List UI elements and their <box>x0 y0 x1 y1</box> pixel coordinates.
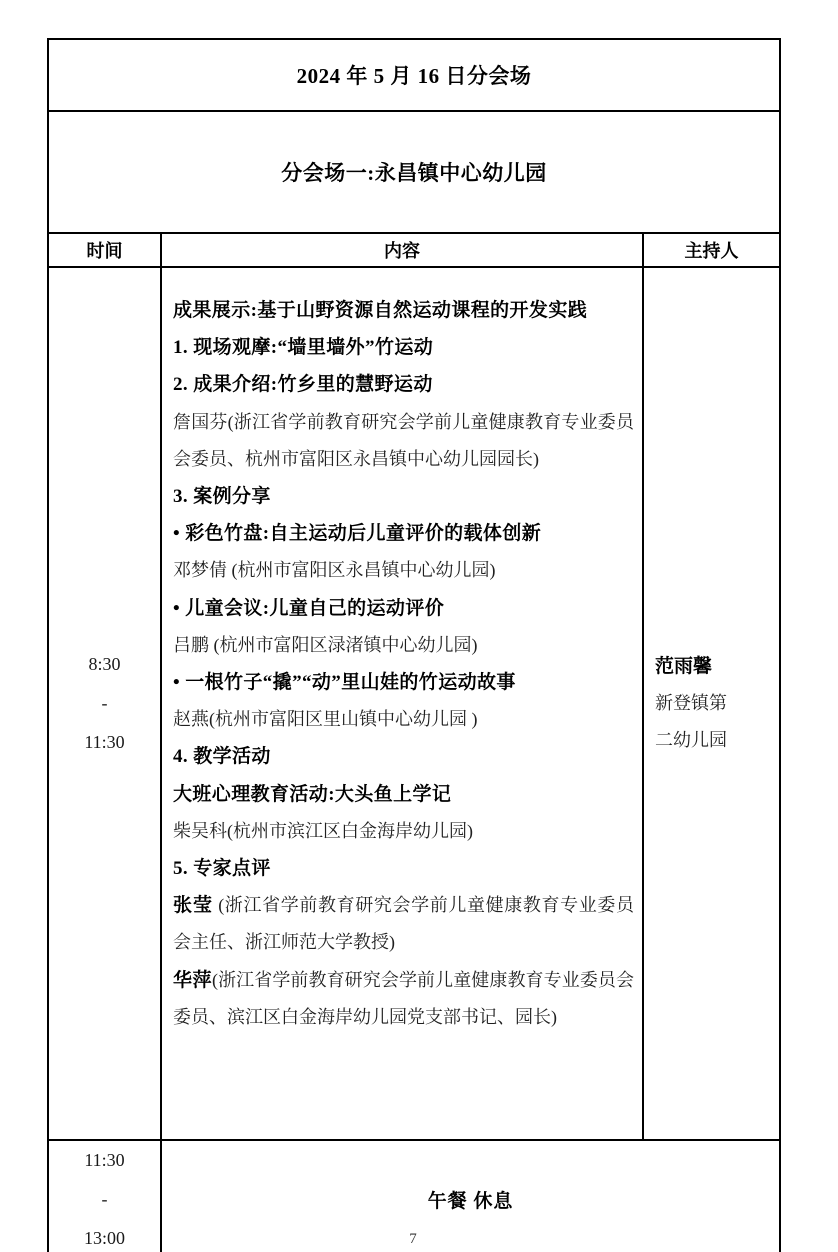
session-row <box>48 267 780 1140</box>
host-organization: 新登镇第 二幼儿园 <box>655 692 727 751</box>
content-line: 吕鹏 (杭州市富阳区渌渚镇中心幼儿园) <box>173 634 478 655</box>
session-date-title: 2024 年 5 月 16 日分会场 <box>48 39 780 111</box>
session-content-lines <box>173 292 634 1036</box>
content-line: 成果展示:基于山野资源自然运动课程的开发实践 <box>173 300 588 321</box>
content-line: 华萍(浙江省学前教育研究会学前儿童健康教育专业委员会委员、滨江区白金海岸幼儿园党支部书记、园长) <box>173 969 634 1027</box>
host-name: 范雨馨 <box>655 655 713 677</box>
lunch-label: 午餐 休息 <box>161 1140 780 1252</box>
col-header-content: 内容 <box>161 233 643 267</box>
content-line: 邓梦倩 (杭州市富阳区永昌镇中心幼儿园) <box>173 560 496 581</box>
content-line: 张莹 (浙江省学前教育研究会学前儿童健康教育专业委员会主任、浙江师范大学教授) <box>173 895 634 953</box>
header-row <box>48 233 780 267</box>
title-row <box>48 39 780 111</box>
content-line: 5. 专家点评 <box>173 858 271 880</box>
content-line: 詹国芬(浙江省学前教育研究会学前儿童健康教育专业委员会委员、杭州市富阳区永昌镇中心幼儿园园长) <box>173 411 634 469</box>
content-line: 2. 成果介绍:竹乡里的慧野运动 <box>173 374 433 396</box>
content-line: 1. 现场观摩:“墙里墙外”竹运动 <box>173 337 434 359</box>
session-host <box>643 267 780 1140</box>
content-line: • 彩色竹盘:自主运动后儿童评价的载体创新 <box>173 523 542 545</box>
content-line: 赵燕(杭州市富阳区里山镇中心幼儿园 ) <box>173 709 478 730</box>
venue-title: 分会场一:永昌镇中心幼儿园 <box>48 111 780 233</box>
col-header-time: 时间 <box>48 233 161 267</box>
subtitle-row <box>48 111 780 233</box>
content-line: • 儿童会议:儿童自己的运动评价 <box>173 597 445 619</box>
session-content <box>161 267 643 1140</box>
content-line: • 一根竹子“撬”“动”里山娃的竹运动故事 <box>173 672 516 694</box>
agenda-table <box>47 38 781 1252</box>
session-time: 8:30 - 11:30 <box>48 267 161 1140</box>
content-line: 4. 教学活动 <box>173 746 271 768</box>
content-line: 柴吴科(杭州市滨江区白金海岸幼儿园) <box>173 820 473 841</box>
col-header-host: 主持人 <box>643 233 780 267</box>
content-line: 大班心理教育活动:大头鱼上学记 <box>173 783 452 805</box>
page-number: 7 <box>409 1231 417 1247</box>
content-line: 3. 案例分享 <box>173 486 271 508</box>
lunch-time: 11:30 - 13:00 <box>48 1140 161 1252</box>
